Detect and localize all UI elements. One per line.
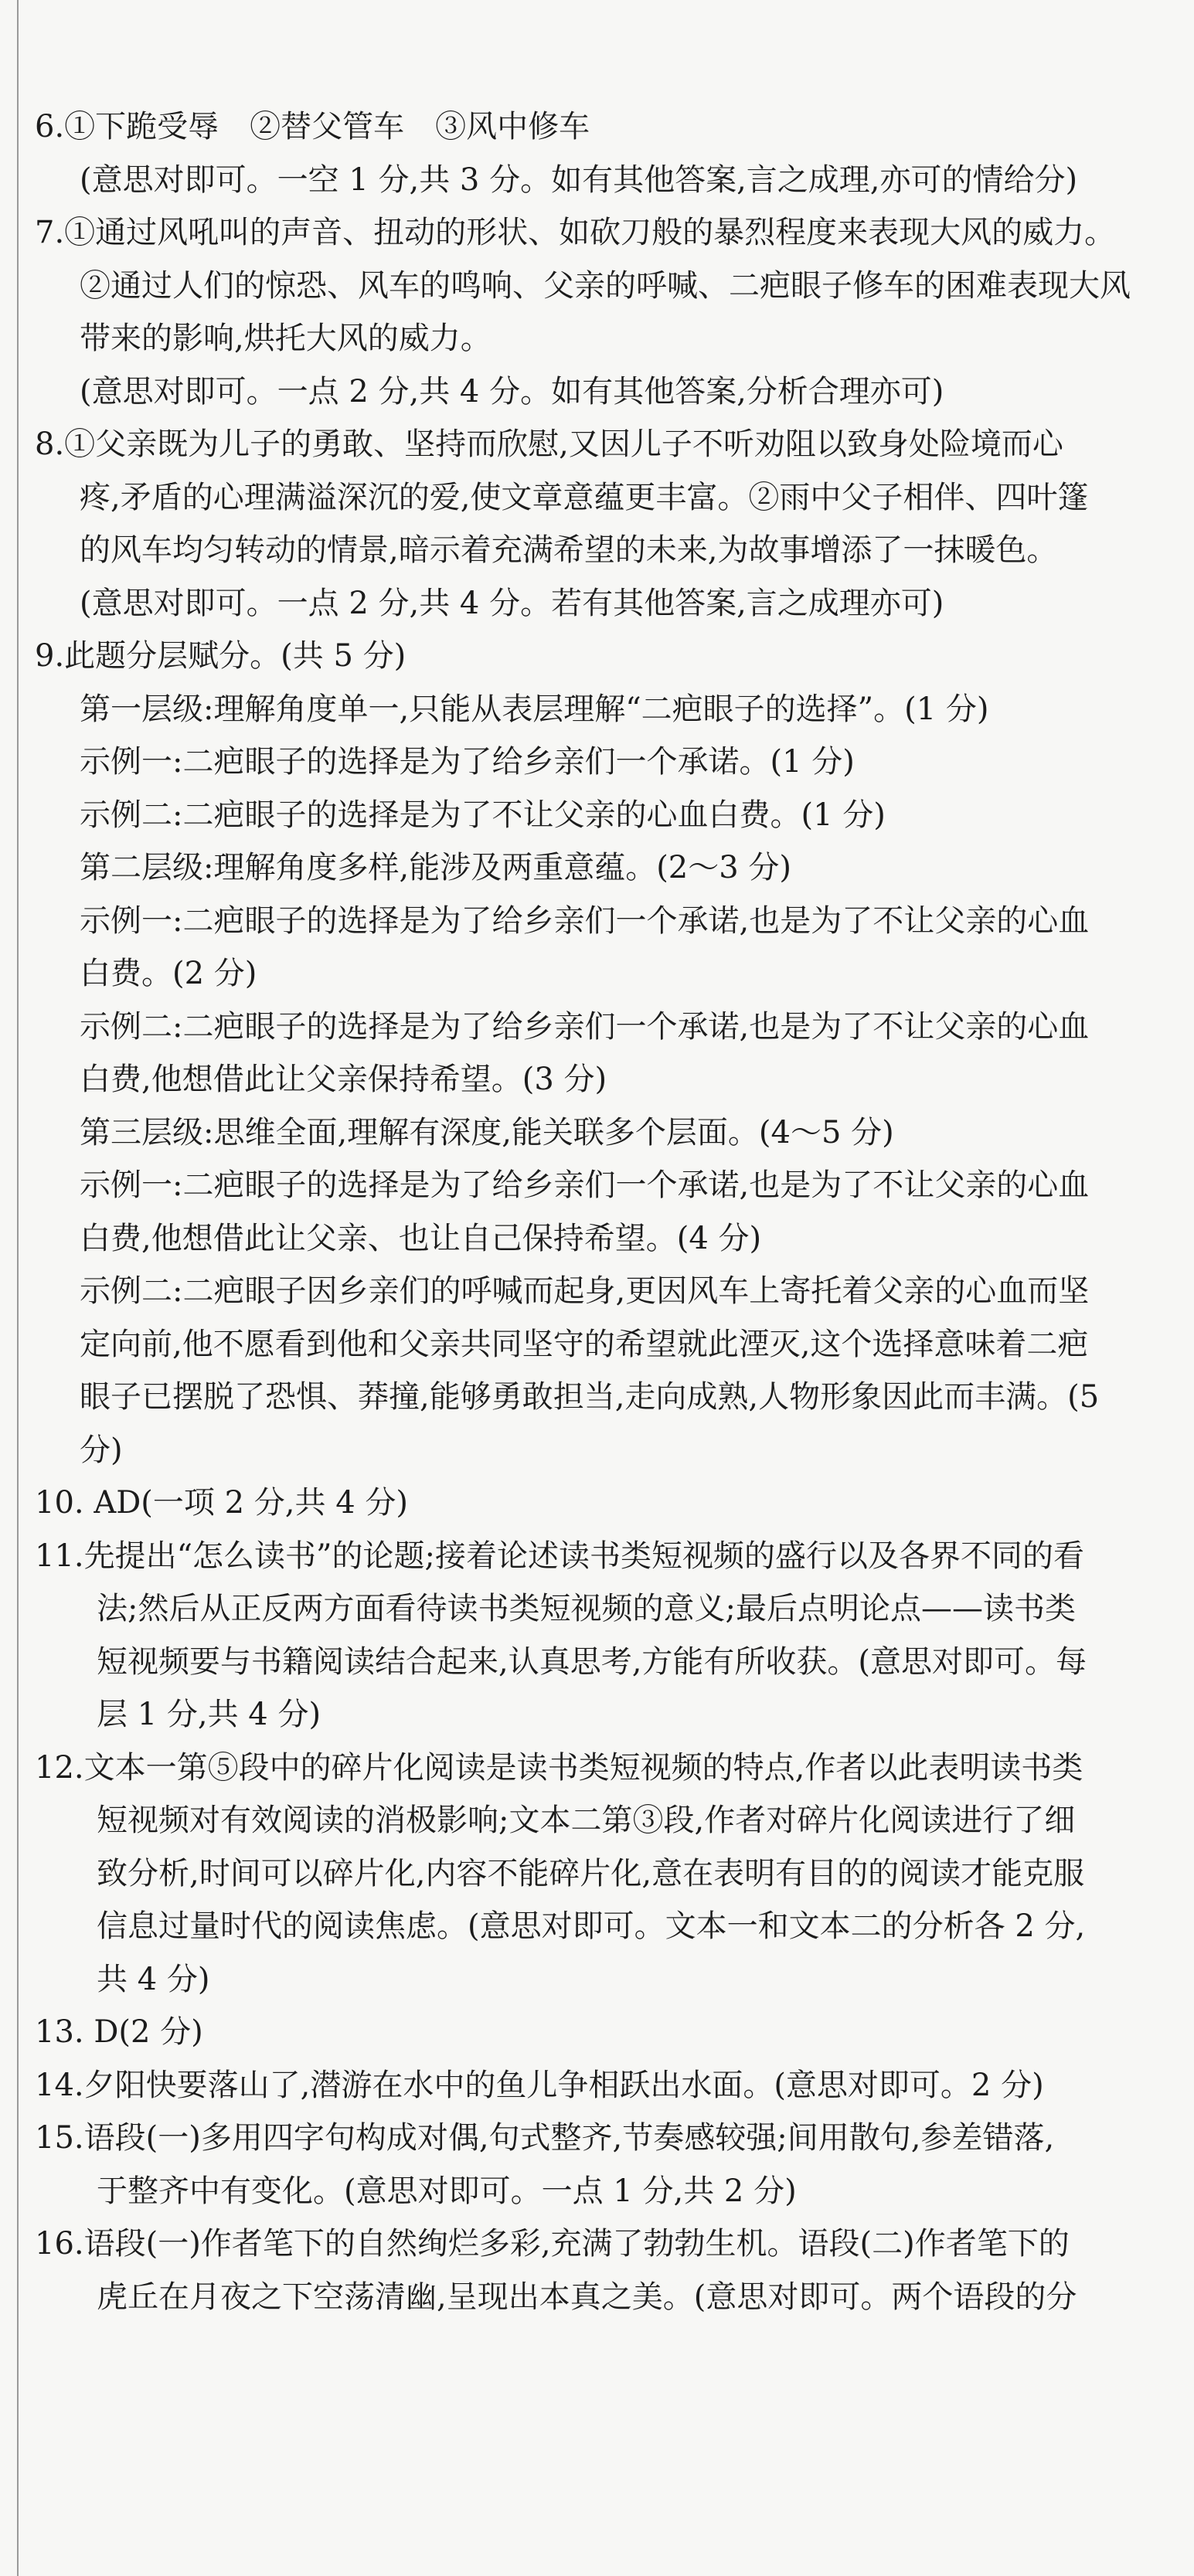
answer-line: 致分析,时间可以碎片化,内容不能碎片化,意在表明有目的的阅读才能克服	[97, 1855, 1085, 1891]
answer-line: 眼子已摆脱了恐惧、莽撞,能够勇敢担当,走向成熟,人物形象因此而丰满。(5	[80, 1379, 1100, 1415]
answer-line: 15.语段(一)多用四字句构成对偶,句式整齐,节奏感较强;间用散句,参差错落,	[35, 2120, 1055, 2156]
answer-line: 白费。(2 分)	[80, 956, 257, 991]
answer-content	[35, 100, 1171, 2323]
answer-line: 6.①下跪受辱 ②替父管车 ③风中修车	[35, 109, 590, 144]
answer-line: 示例一:二疤眼子的选择是为了给乡亲们一个承诺。(1 分)	[80, 744, 855, 780]
answer-line: 白费,他想借此让父亲保持希望。(3 分)	[80, 1062, 607, 1097]
answer-line: 11.先提出“怎么读书”的论题;接着论述读书类短视频的盛行以及各界不同的看	[35, 1538, 1084, 1574]
answer-line: (意思对即可。一点 2 分,共 4 分。如有其他答案,分析合理亦可)	[80, 373, 944, 410]
answer-line: 短视频对有效阅读的消极影响;文本二第③段,作者对碎片化阅读进行了细	[97, 1803, 1076, 1838]
answer-line: ②通过人们的惊恐、风车的鸣响、父亲的呼喊、二疤眼子修车的困难表现大风	[80, 267, 1131, 304]
answer-line: 13. D(2 分)	[35, 2014, 203, 2050]
answer-line: 法;然后从正反两方面看待读书类短视频的意义;最后点明论点——读书类	[97, 1591, 1076, 1626]
answer-line: 示例二:二疤眼子的选择是为了给乡亲们一个承诺,也是为了不让父亲的心血	[80, 1008, 1090, 1045]
answer-line: (意思对即可。一点 2 分,共 4 分。若有其他答案,言之成理亦可)	[80, 585, 944, 621]
answer-line: 示例二:二疤眼子因乡亲们的呼喊而起身,更因风车上寄托着父亲的心血而坚	[80, 1273, 1090, 1309]
answer-line: 示例一:二疤眼子的选择是为了给乡亲们一个承诺,也是为了不让父亲的心血	[80, 902, 1090, 939]
left-margin-line	[17, 0, 19, 2576]
answer-line: 7.①通过风吼叫的声音、扭动的形状、如砍刀般的暴烈程度来表现大风的威力。	[35, 215, 1116, 250]
answer-line: (意思对即可。一空 1 分,共 3 分。如有其他答案,言之成理,亦可的情给分)	[80, 161, 1078, 198]
answer-line: 示例二:二疤眼子的选择是为了不让父亲的心血白费。(1 分)	[80, 797, 886, 833]
answer-line: 10. AD(一项 2 分,共 4 分)	[35, 1485, 408, 1521]
answer-line: 定向前,他不愿看到他和父亲共同坚守的希望就此湮灭,这个选择意味着二疤	[80, 1326, 1089, 1362]
answer-line: 第二层级:理解角度多样,能涉及两重意蕴。(2～3 分)	[80, 850, 792, 885]
answer-line: 第一层级:理解角度单一,只能从表层理解“二疤眼子的选择”。(1 分)	[80, 691, 989, 727]
answer-line: 9.此题分层赋分。(共 5 分)	[35, 638, 407, 674]
answer-line: 示例一:二疤眼子的选择是为了给乡亲们一个承诺,也是为了不让父亲的心血	[80, 1167, 1090, 1203]
answer-line: 带来的影响,烘托大风的威力。	[80, 321, 492, 356]
answer-line: 于整齐中有变化。(意思对即可。一点 1 分,共 2 分)	[97, 2173, 797, 2209]
answer-line: 分)	[80, 1432, 123, 1468]
answer-line: 层 1 分,共 4 分)	[97, 1697, 321, 1732]
answer-line: 8.①父亲既为儿子的勇敢、坚持而欣慰,又因儿子不听劝阻以致身处险境而心	[35, 427, 1063, 462]
answer-line: 虎丘在月夜之下空荡清幽,呈现出本真之美。(意思对即可。两个语段的分	[97, 2279, 1077, 2315]
answer-line: 的风车均匀转动的情景,暗示着充满希望的未来,为故事增添了一抹暖色。	[80, 532, 1058, 568]
answer-line: 16.语段(一)作者笔下的自然绚烂多彩,充满了勃勃生机。语段(二)作者笔下的	[35, 2226, 1070, 2262]
answer-line: 疼,矛盾的心理满溢深沉的爱,使文章意蕴更丰富。②雨中父子相伴、四叶篷	[80, 479, 1089, 515]
answer-line: 14.夕阳快要落山了,潜游在水中的鱼儿争相跃出水面。(意思对即可。2 分)	[35, 2067, 1044, 2103]
answer-line: 共 4 分)	[97, 1961, 210, 1997]
answer-line: 白费,他想借此让父亲、也让自己保持希望。(4 分)	[80, 1220, 762, 1256]
answer-line: 第三层级:思维全面,理解有深度,能关联多个层面。(4～5 分)	[80, 1114, 894, 1150]
answer-line: 信息过量时代的阅读焦虑。(意思对即可。文本一和文本二的分析各 2 分,	[97, 1908, 1086, 1944]
answer-line: 短视频要与书籍阅读结合起来,认真思考,方能有所收获。(意思对即可。每	[97, 1643, 1087, 1680]
answer-line: 12.文本一第⑤段中的碎片化阅读是读书类短视频的特点,作者以此表明读书类	[35, 1749, 1083, 1786]
